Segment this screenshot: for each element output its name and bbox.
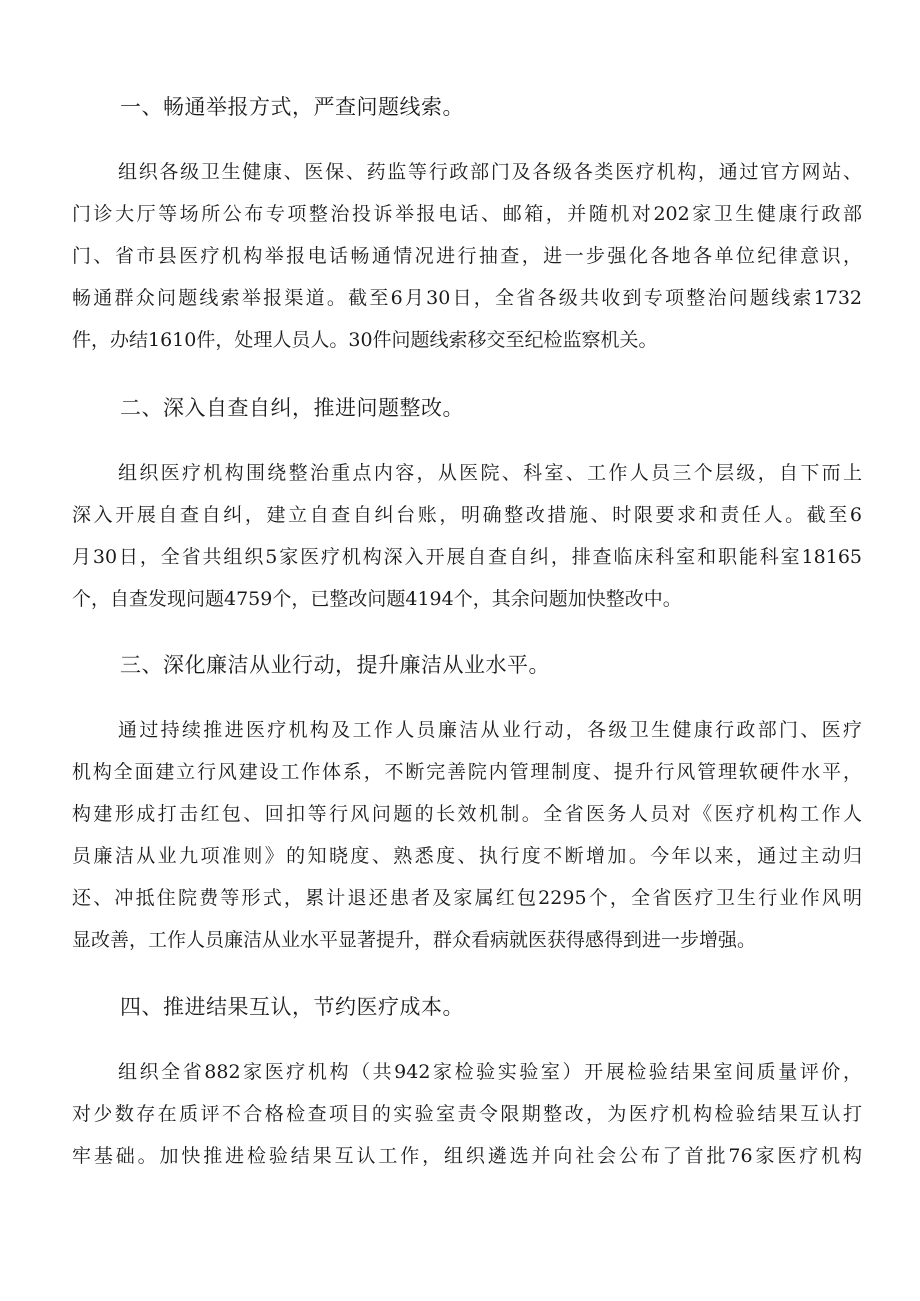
paragraph-line: 深入开展自查自纠，建立自查自纠台账，明确整改措施、时限要求和责任人。截至6 [72, 504, 862, 526]
paragraph-line: 个，自查发现问题4759个，已整改问题4194个，其余问题加快整改中。 [72, 588, 682, 610]
paragraph-line: 牢基础。加快推进检验结果互认工作，组织遴选并向社会公布了首批76家医疗机构 [72, 1145, 862, 1167]
paragraph-line: 机构全面建立行风建设工作体系，不断完善院内管理制度、提升行风管理软硬件水平， [72, 761, 862, 783]
paragraph-line: 还、冲抵住院费等形式，累计退还患者及家属红包2295个，全省医疗卫生行业作风明 [72, 887, 862, 909]
section-paragraph-4 [72, 1051, 862, 1177]
paragraph-line: 门、省市县医疗机构举报电话畅通情况进行抽查，进一步强化各地各单位纪律意识， [72, 245, 862, 267]
paragraph-line: 构建形成打击红包、回扣等行风问题的长效机制。全省医务人员对《医疗机构工作人 [72, 803, 862, 825]
paragraph-line: 显改善，工作人员廉洁从业水平显著提升，群众看病就医获得感得到进一步增强。 [72, 929, 757, 951]
section-paragraph-1 [72, 151, 862, 361]
section-heading-2: 二、深入自查自纠，推进问题整改。 [120, 396, 464, 420]
section-paragraph-2 [72, 452, 862, 620]
paragraph-line: 组织全省882家医疗机构（共942家检验实验室）开展检验结果室间质量评价， [118, 1061, 862, 1083]
paragraph-line: 员廉洁从业九项准则》的知晓度、熟悉度、执行度不断增加。今年以来，通过主动归 [72, 845, 862, 867]
paragraph-line: 组织各级卫生健康、医保、药监等行政部门及各级各类医疗机构，通过官方网站、 [118, 161, 862, 183]
section-heading-1: 一、畅通举报方式，严查问题线索。 [120, 95, 464, 119]
section-heading-4: 四、推进结果互认，节约医疗成本。 [120, 995, 464, 1019]
paragraph-line: 组织医疗机构围绕整治重点内容，从医院、科室、工作人员三个层级，自下而上 [118, 462, 862, 484]
paragraph-line: 对少数存在质评不合格检查项目的实验室责令限期整改，为医疗机构检验结果互认打 [72, 1103, 862, 1125]
section-heading-3: 三、深化廉洁从业行动，提升廉洁从业水平。 [120, 653, 550, 677]
paragraph-line: 月30日，全省共组织5家医疗机构深入开展自查自纠，排查临床科室和职能科室18165 [72, 546, 862, 568]
paragraph-line: 通过持续推进医疗机构及工作人员廉洁从业行动，各级卫生健康行政部门、医疗 [118, 719, 862, 741]
paragraph-line: 门诊大厅等场所公布专项整治投诉举报电话、邮箱，并随机对202家卫生健康行政部 [72, 203, 862, 225]
paragraph-line: 件，办结1610件，处理人员人。30件问题线索移交至纪检监察机关。 [72, 329, 658, 351]
paragraph-line: 畅通群众问题线索举报渠道。截至6月30日，全省各级共收到专项整治问题线索1732 [72, 287, 862, 309]
section-paragraph-3 [72, 709, 862, 961]
